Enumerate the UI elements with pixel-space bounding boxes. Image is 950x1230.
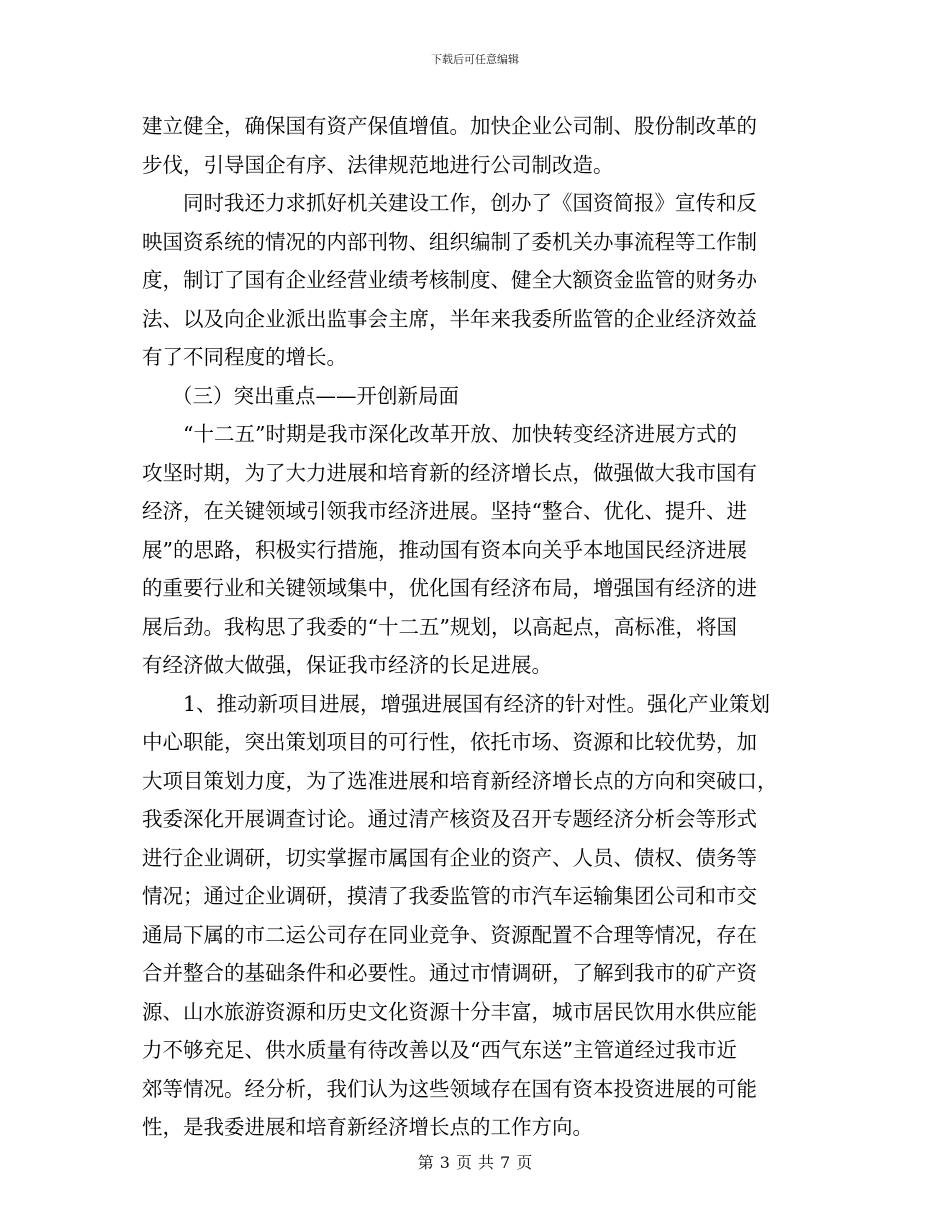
text-line: 经济，在关键领域引领我市经济进展。坚持“整合、优化、提升、进 — [142, 499, 747, 523]
page-footer — [0, 1153, 950, 1173]
document-body — [142, 107, 812, 1147]
text-line: 力不够充足、供水质量有待改善以及“西气东送”主管道经过我市近 — [142, 1038, 737, 1062]
section-heading: （三）突出重点——开创新局面 — [172, 383, 459, 408]
text-line: 有了不同程度的增长。 — [142, 345, 347, 369]
text-line: 展”的思路，积极实行措施，推动国有资本向关乎本地国民经济进展 — [142, 537, 747, 562]
paragraph-start-line: 1、推动新项目进展，增强进展国有经济的针对性。强化产业策划 — [183, 691, 771, 716]
text-line: 进行企业调研，切实掌握市属国有企业的资产、人员、债权、债务等 — [142, 845, 757, 870]
page-header: 下载后可任意编辑 — [431, 53, 519, 66]
text-line: 大项目策划力度，为了选准进展和培育新经济增长点的方向和突破口， — [142, 768, 778, 793]
text-line: 的重要行业和关键领域集中，优化国有经济布局，增强国有经济的进 — [142, 576, 757, 600]
footer-total-prefix: 共 — [478, 1153, 495, 1172]
text-line: 映国资系统的情况的内部刊物、组织编制了委机关办事流程等工作制 — [142, 229, 757, 254]
text-line: 建立健全，确保国有资产保值增值。加快企业公司制、股份制改革的 — [142, 114, 757, 138]
text-line: 中心职能，突出策划项目的可行性，依托市场、资源和比较优势，加 — [142, 730, 757, 754]
text-line: 情况；通过企业调研，摸清了我委监管的市汽车运输集团公司和市交 — [142, 884, 757, 908]
paragraph-start-line: 同时我还力求抓好机关建设工作，创办了《国资简报》宣传和反 — [183, 191, 757, 215]
text-line: 性，是我委进展和培育新经济增长点的工作方向。 — [142, 1115, 593, 1139]
text-line: 合并整合的基础条件和必要性。通过市情调研，了解到我市的矿产资 — [142, 961, 757, 985]
text-line: 郊等情况。经分析，我们认为这些领域存在国有资本投资进展的可能 — [142, 1076, 757, 1101]
footer-page-unit: 页 — [455, 1153, 472, 1172]
text-line: 度，制订了国有企业经营业绩考核制度、健全大额资金监管的财务办 — [142, 268, 757, 292]
footer-total-unit: 页 — [516, 1153, 533, 1172]
text-line: 步伐，引导国企有序、法律规范地进行公司制改造。 — [142, 152, 614, 177]
text-line: 有经济做大做强，保证我市经济的长足进展。 — [142, 653, 552, 677]
text-line: 通局下属的市二运公司存在同业竞争、资源配置不合理等情况，存在 — [142, 922, 757, 947]
footer-prefix: 第 — [417, 1153, 434, 1172]
text-line: 我委深化开展调查讨论。通过清产核资及召开专题经济分析会等形式 — [142, 807, 757, 831]
footer-page-number: 3 — [439, 1153, 450, 1172]
text-line: 展后劲。我构思了我委的“十二五”规划，以高起点，高标准，将国 — [142, 614, 737, 639]
text-line: 源、山水旅游资源和历史文化资源十分丰富，城市居民饮用水供应能 — [142, 999, 757, 1024]
paragraph-start-line: “十二五”时期是我市深化改革开放、加快转变经济进展方式的 — [183, 422, 737, 446]
footer-total-pages: 7 — [500, 1153, 511, 1172]
text-line: 攻坚时期，为了大力进展和培育新的经济增长点，做强做大我市国有 — [142, 460, 757, 485]
text-line: 法、以及向企业派出监事会主席，半年来我委所监管的企业经济效益 — [142, 306, 757, 331]
